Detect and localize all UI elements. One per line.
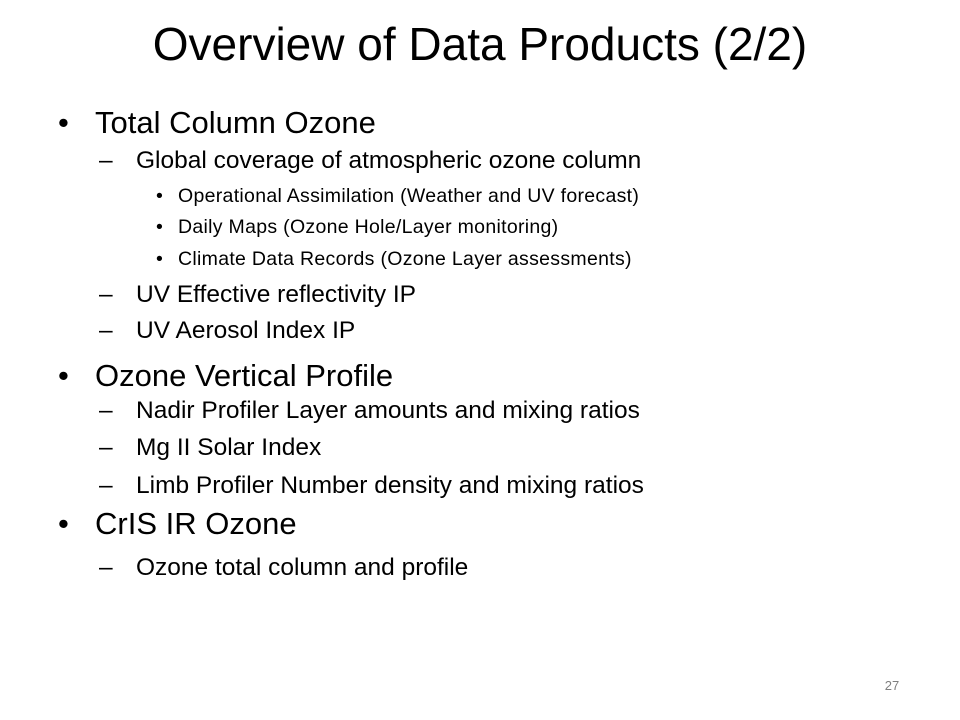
sub-bullet-item: [99, 145, 641, 177]
bullet-marker: •: [156, 248, 164, 270]
dash-marker: –: [99, 317, 113, 344]
dash-marker: –: [99, 434, 113, 461]
bullet-text: Total Column Ozone: [95, 105, 376, 140]
sub-bullet-item: [99, 470, 644, 502]
sub-bullet-item: [99, 395, 640, 427]
bullet-marker: •: [58, 506, 69, 541]
bullet-marker: •: [156, 216, 164, 238]
sub-bullet-item: [99, 315, 355, 347]
bullet-text: Limb Profiler Number density and mixing ratios: [136, 472, 644, 499]
bullet-text: Global coverage of atmospheric ozone column: [136, 147, 642, 174]
bullet-text: Nadir Profiler Layer amounts and mixing ratios: [136, 397, 640, 424]
bullet-text: Operational Assimilation (Weather and UV forecast): [178, 185, 640, 207]
page-number: 27: [884, 678, 900, 693]
bullet-item: [58, 356, 393, 396]
bullet-text: Ozone total column and profile: [136, 554, 469, 581]
bullet-text: CrIS IR Ozone: [95, 506, 297, 541]
bullet-item: [58, 103, 376, 143]
sub-bullet-item: [99, 279, 416, 311]
bullet-text: Ozone Vertical Profile: [95, 358, 394, 393]
sub-sub-bullet-item: [156, 183, 639, 209]
bullet-text: Mg II Solar Index: [136, 434, 322, 461]
bullet-marker: •: [58, 105, 69, 140]
dash-marker: –: [99, 281, 113, 308]
bullet-item: [58, 504, 297, 544]
bullet-text: Climate Data Records (Ozone Layer assessments): [178, 248, 632, 270]
dash-marker: –: [99, 554, 113, 581]
dash-marker: –: [99, 472, 113, 499]
sub-bullet-item: [99, 552, 468, 584]
bullet-text: Daily Maps (Ozone Hole/Layer monitoring): [178, 216, 559, 238]
slide-title: Overview of Data Products (2/2): [152, 18, 808, 70]
bullet-marker: •: [156, 185, 164, 207]
sub-sub-bullet-item: [156, 246, 632, 272]
dash-marker: –: [99, 147, 113, 174]
bullet-text: UV Aerosol Index IP: [136, 317, 356, 344]
bullet-text: UV Effective reflectivity IP: [136, 281, 417, 308]
bullet-marker: •: [58, 358, 69, 393]
dash-marker: –: [99, 397, 113, 424]
sub-bullet-item: [99, 432, 321, 464]
sub-sub-bullet-item: [156, 214, 558, 240]
